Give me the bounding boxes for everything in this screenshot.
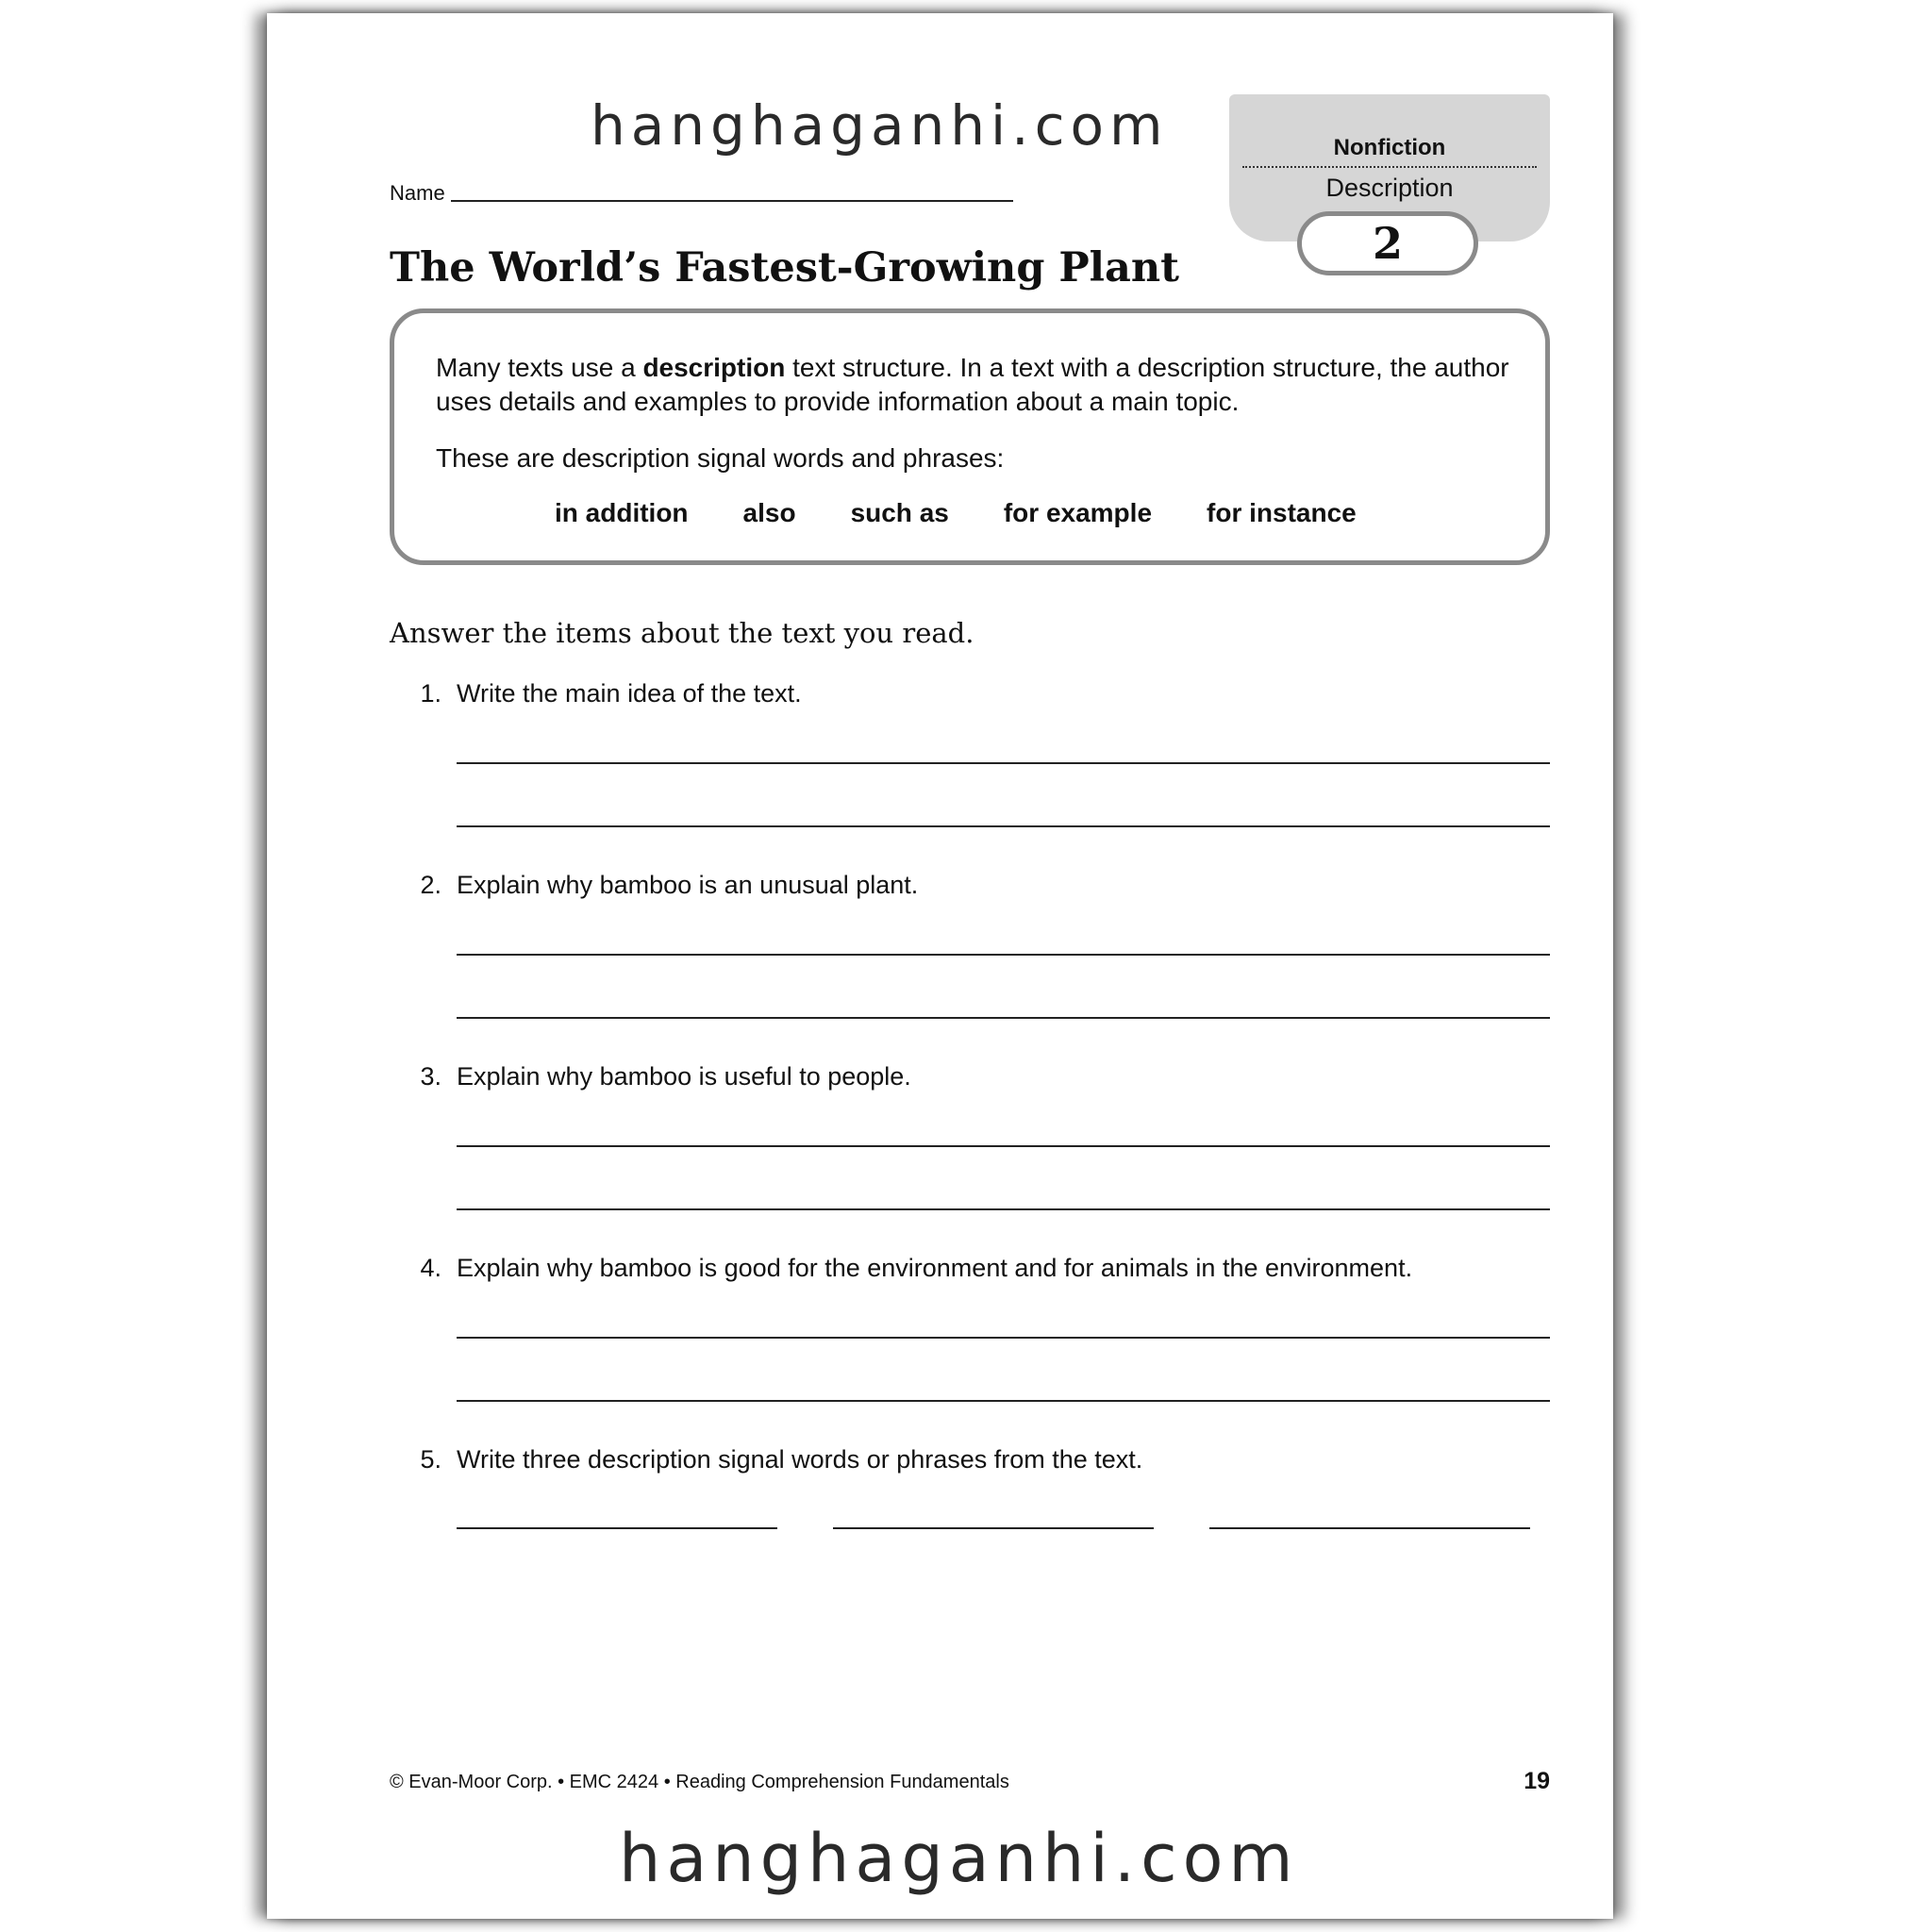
signal-intro: These are description signal words and phrases: (436, 443, 1005, 473)
question-number: 3. (420, 1062, 441, 1091)
question-number: 5. (420, 1445, 441, 1474)
answer-line[interactable] (457, 1400, 1550, 1402)
signal-words-row (555, 498, 1357, 528)
info-text-end: text structure. In a text with a description structure, the author uses details and examples to provide information about a main topic. (436, 353, 1509, 416)
tab-genre: Nonfiction (1333, 135, 1446, 160)
answer-line[interactable] (457, 1145, 1550, 1147)
question-number: 2. (420, 871, 441, 899)
info-paragraph (436, 351, 1511, 419)
name-label: Name (390, 181, 445, 205)
question-number: 1. (420, 679, 441, 708)
name-blank-line[interactable] (451, 199, 1013, 202)
directions: Answer the items about the text you read. (390, 617, 974, 649)
tab-structure: Description (1325, 174, 1454, 202)
short-answer-line[interactable] (1209, 1527, 1530, 1529)
short-answer-line[interactable] (833, 1527, 1154, 1529)
signal-word: such as (850, 498, 949, 527)
info-box (390, 308, 1550, 565)
question-text: Write the main idea of the text. (457, 679, 802, 708)
worksheet-page (267, 13, 1613, 1919)
watermark-top: hanghaganhi.com (591, 93, 1169, 158)
question-4 (404, 1254, 1550, 1283)
info-bold-term: description (642, 353, 786, 382)
question-text: Explain why bamboo is an unusual plant. (457, 871, 919, 899)
question-text: Explain why bamboo is useful to people. (457, 1062, 911, 1091)
answer-line[interactable] (457, 1017, 1550, 1019)
category-tab (1229, 94, 1550, 269)
watermark-bottom: hanghaganhi.com (619, 1820, 1299, 1897)
question-3 (404, 1062, 1550, 1091)
question-2 (404, 871, 1550, 900)
short-answer-line[interactable] (457, 1527, 777, 1529)
answer-line[interactable] (457, 762, 1550, 764)
info-text-start: Many texts use a (436, 353, 643, 382)
signal-word: in addition (555, 498, 689, 527)
page-number: 19 (1524, 1768, 1550, 1794)
signal-word: for instance (1207, 498, 1357, 527)
answer-line[interactable] (457, 1208, 1550, 1210)
tab-number-badge: 2 (1297, 211, 1478, 275)
footer-credit: © Evan-Moor Corp. • EMC 2424 • Reading Comprehension Fundamentals (390, 1772, 1009, 1792)
signal-word: for example (1003, 498, 1153, 527)
answer-line[interactable] (457, 1337, 1550, 1339)
question-text: Explain why bamboo is good for the environment and for animals in the environment. (457, 1254, 1413, 1282)
question-number: 4. (420, 1254, 441, 1282)
answer-line[interactable] (457, 954, 1550, 956)
worksheet-title: The World’s Fastest-Growing Plant (390, 244, 1180, 291)
tab-dotted-divider (1242, 166, 1537, 168)
question-5 (404, 1445, 1550, 1474)
question-1 (404, 679, 1550, 708)
answer-line[interactable] (457, 825, 1550, 827)
signal-word: also (742, 498, 796, 527)
question-text: Write three description signal words or phrases from the text. (457, 1445, 1143, 1474)
name-field (390, 181, 1013, 206)
